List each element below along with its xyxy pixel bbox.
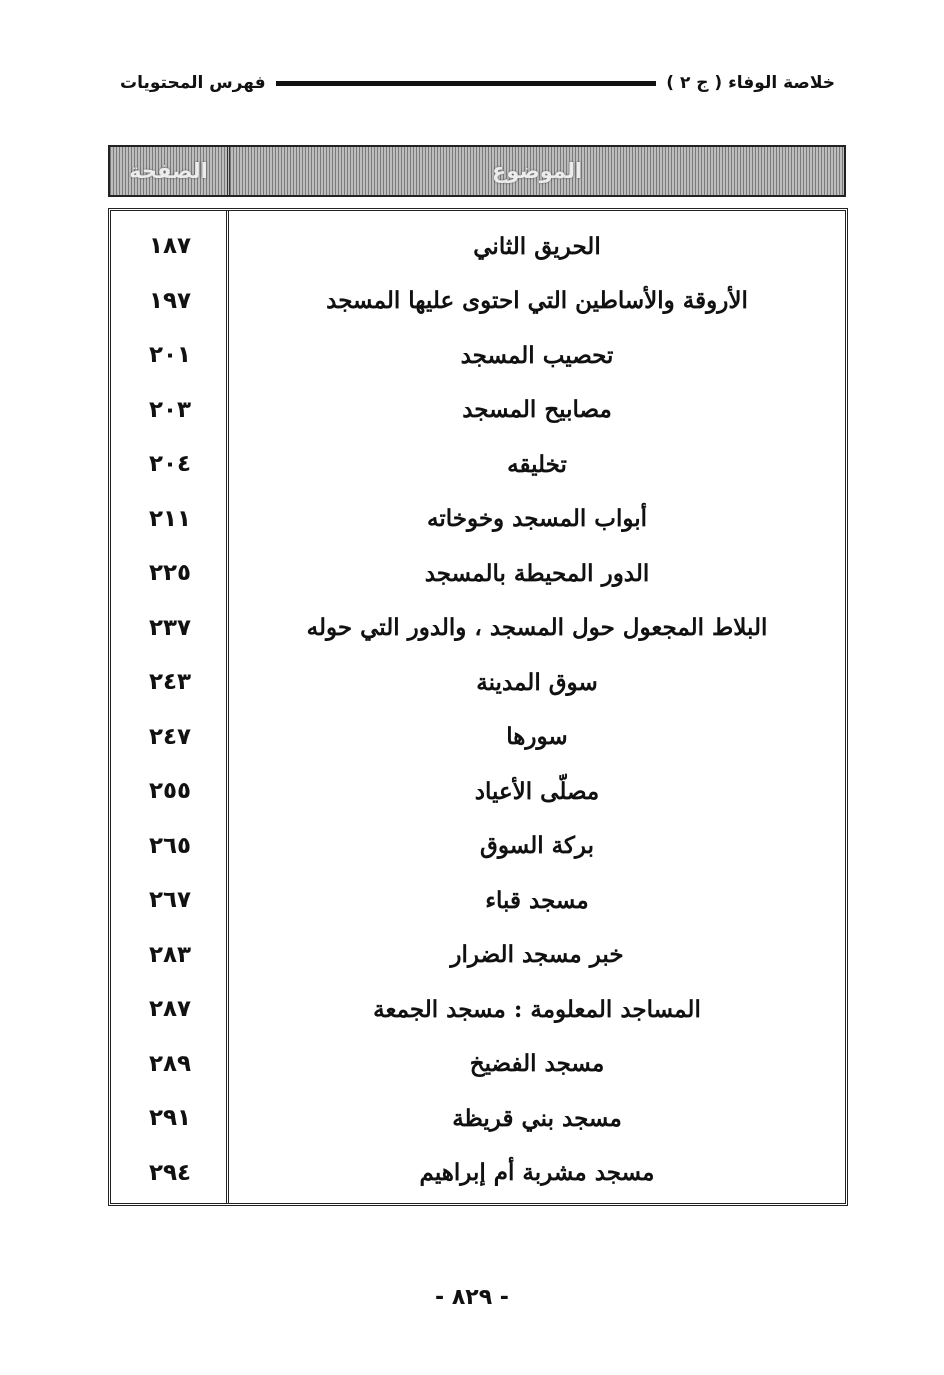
table-row <box>111 764 845 819</box>
table-row <box>111 928 845 983</box>
entry-topic: تخليقه <box>507 450 567 478</box>
table-row <box>111 819 845 874</box>
entry-topic: مسجد قباء <box>485 886 589 914</box>
entry-page: ٢٩٤ <box>148 1159 192 1186</box>
table-header <box>108 145 846 197</box>
table-row <box>111 383 845 438</box>
table-row <box>111 601 845 656</box>
entry-topic: أبواب المسجد وخوخاته <box>426 505 648 533</box>
book-title: خلاصة الوفاء ( ج ٢ ) <box>666 73 835 93</box>
table-row <box>111 1146 845 1201</box>
page-number: - ٨٢٩ - <box>435 1285 509 1310</box>
entry-topic: مسجد مشربة أم إبراهيم <box>419 1159 655 1187</box>
entry-page: ٢٠٤ <box>148 451 192 478</box>
running-head <box>120 66 835 100</box>
entry-topic: سورها <box>506 723 568 751</box>
column-header-page: الصفحة <box>110 147 230 195</box>
entry-topic: خبر مسجد الضرار <box>450 941 624 969</box>
entry-page: ١٨٧ <box>148 233 192 260</box>
entry-page: ٢١١ <box>148 505 192 532</box>
column-header-topic: الموضوع <box>491 159 583 183</box>
table-row <box>111 274 845 329</box>
table-row <box>111 982 845 1037</box>
entry-topic: المساجد المعلومة : مسجد الجمعة <box>373 995 701 1023</box>
table-row <box>111 710 845 765</box>
entry-page: ٢٨٣ <box>148 941 192 968</box>
entry-page: ٢٦٧ <box>148 887 192 914</box>
contents-rows <box>111 219 845 1200</box>
section-title: فهرس المحتويات <box>120 73 266 93</box>
entry-page: ٢٥٥ <box>148 778 192 805</box>
entry-topic: سوق المدينة <box>476 668 598 696</box>
table-row <box>111 219 845 274</box>
table-row <box>111 437 845 492</box>
entry-page: ٢٨٩ <box>148 1050 192 1077</box>
entry-page: ٢٤٣ <box>148 669 192 696</box>
table-row <box>111 1091 845 1146</box>
entry-topic: تحصيب المسجد <box>460 341 614 369</box>
contents-table <box>108 208 848 1206</box>
table-row <box>111 1037 845 1092</box>
entry-topic: مصابيح المسجد <box>462 396 612 424</box>
entry-page: ٢٠٣ <box>148 396 192 423</box>
entry-topic: الحريق الثاني <box>473 232 601 260</box>
table-row <box>111 873 845 928</box>
entry-topic: بركة السوق <box>479 832 595 860</box>
entry-page: ١٩٧ <box>148 287 192 314</box>
table-row <box>111 655 845 710</box>
entry-page: ٢٨٧ <box>148 996 192 1023</box>
entry-page: ٢٣٧ <box>148 614 192 641</box>
entry-topic: الأروقة والأساطين التي احتوى عليها المسجد <box>326 287 748 315</box>
table-row <box>111 492 845 547</box>
entry-topic: مسجد بني قريظة <box>452 1104 622 1132</box>
entry-topic: مصلّى الأعياد <box>474 777 600 805</box>
header-rule <box>276 81 657 86</box>
entry-topic: البلاط المجعول حول المسجد ، والدور التي حوله <box>306 614 768 642</box>
entry-topic: الدور المحيطة بالمسجد <box>424 559 650 587</box>
table-row <box>111 546 845 601</box>
entry-page: ٢٩١ <box>148 1105 192 1132</box>
table-row <box>111 328 845 383</box>
entry-page: ٢٠١ <box>148 342 192 369</box>
entry-page: ٢٦٥ <box>148 832 192 859</box>
entry-page: ٢٢٥ <box>148 560 192 587</box>
entry-topic: مسجد الفضيخ <box>469 1050 605 1078</box>
entry-page: ٢٤٧ <box>148 723 192 750</box>
